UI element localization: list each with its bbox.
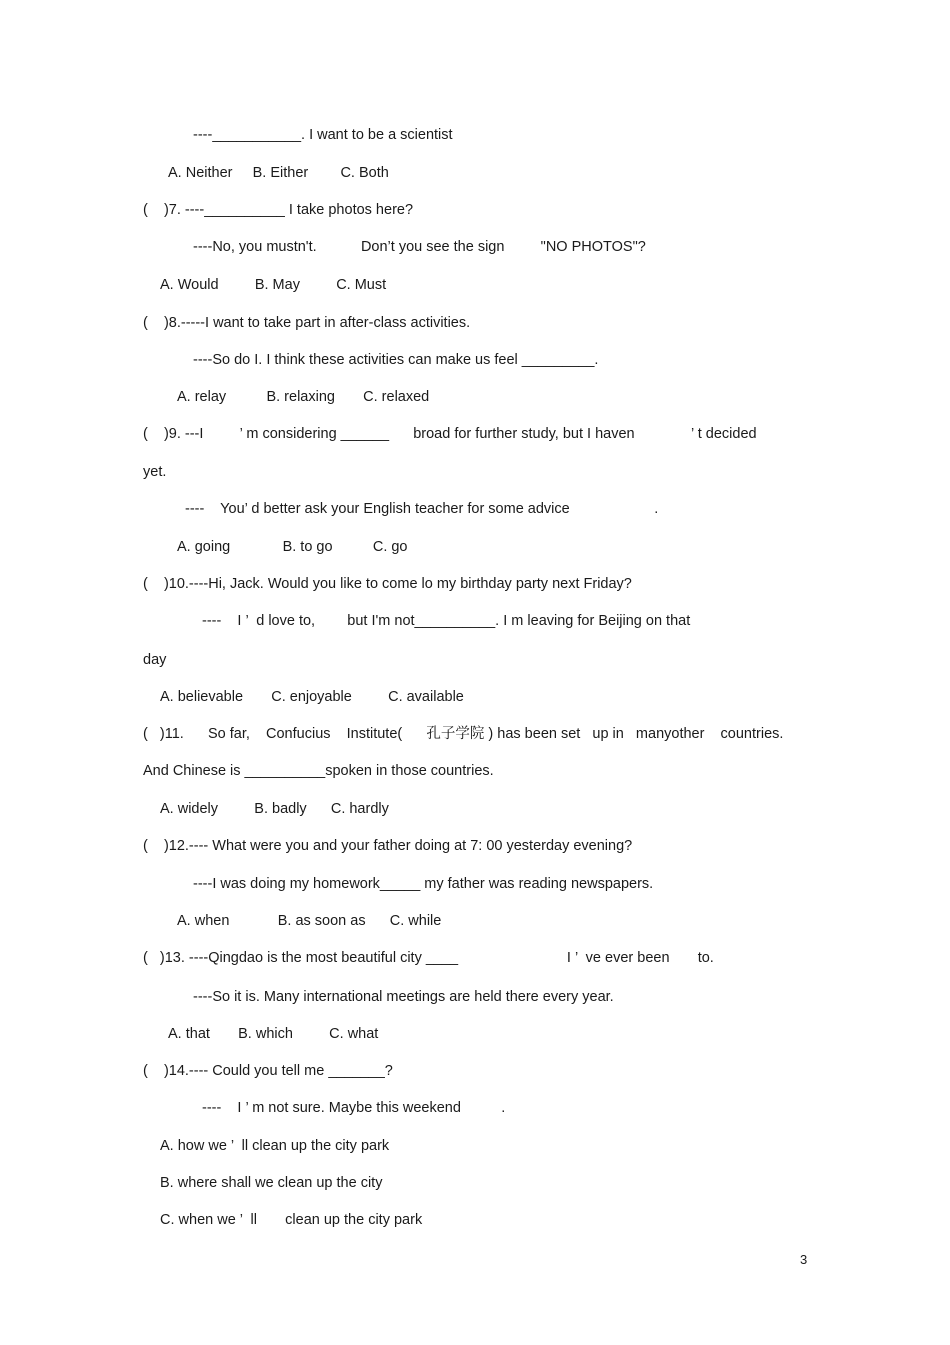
question-7: ( )7. ----__________ I take photos here? — [143, 202, 414, 218]
question-11-options: A. widely B. badly C. hardly — [160, 801, 389, 817]
question-8-options: A. relay B. relaxing C. relaxed — [177, 389, 430, 405]
line-6-options: A. Neither B. Either C. Both — [168, 165, 389, 181]
question-10-reply-continued: day — [143, 652, 167, 668]
question-10-options: A. believable C. enjoyable C. available — [160, 689, 464, 705]
question-13: ( )13. ----Qingdao is the most beautiful city ____ I ’ ve ever been to. — [143, 950, 714, 966]
question-9-continued: yet. — [143, 464, 167, 480]
question-9-reply: ---- You’ d better ask your English teacher for some advice . — [185, 501, 659, 517]
question-10-reply: ---- I ’ d love to, but I'm not__________. I m leaving for Beijing on that — [202, 613, 691, 629]
line-6-continuation: ----___________. I want to be a scientist — [193, 127, 453, 143]
question-9-options: A. going B. to go C. go — [177, 539, 408, 555]
question-7-options: A. Would B. May C. Must — [160, 277, 387, 293]
question-11: ( )11. So far, Confucius Institute( 孔子学院 ) has been set up in manyother countries. — [143, 726, 784, 742]
question-14-option-c: C. when we ’ ll clean up the city park — [160, 1212, 423, 1228]
question-14-reply: ---- I ’ m not sure. Maybe this weekend . — [202, 1100, 506, 1116]
question-11-continued: And Chinese is __________spoken in those countries. — [143, 763, 494, 779]
question-12: ( )12.---- What were you and your father doing at 7: 00 yesterday evening? — [143, 838, 633, 854]
question-14: ( )14.---- Could you tell me _______? — [143, 1063, 393, 1079]
question-8-reply: ----So do I. I think these activities can make us feel _________. — [193, 352, 599, 368]
page-number: 3 — [800, 1252, 808, 1267]
question-8: ( )8.-----I want to take part in after-class activities. — [143, 315, 471, 331]
question-13-options: A. that B. which C. what — [168, 1026, 379, 1042]
question-14-option-b: B. where shall we clean up the city — [160, 1175, 383, 1191]
question-9: ( )9. ---I ’ m considering ______ broad for further study, but I haven ’ t decided — [143, 426, 757, 442]
question-12-reply: ----I was doing my homework_____ my father was reading newspapers. — [193, 876, 654, 892]
question-13-reply: ----So it is. Many international meetings are held there every year. — [193, 989, 614, 1005]
question-10: ( )10.----Hi, Jack. Would you like to come lo my birthday party next Friday? — [143, 576, 632, 592]
question-7-reply: ----No, you mustn't. Don’t you see the sign "NO PHOTOS"? — [193, 239, 646, 255]
question-14-option-a: A. how we ’ ll clean up the city park — [160, 1138, 390, 1154]
question-12-options: A. when B. as soon as C. while — [177, 913, 442, 929]
